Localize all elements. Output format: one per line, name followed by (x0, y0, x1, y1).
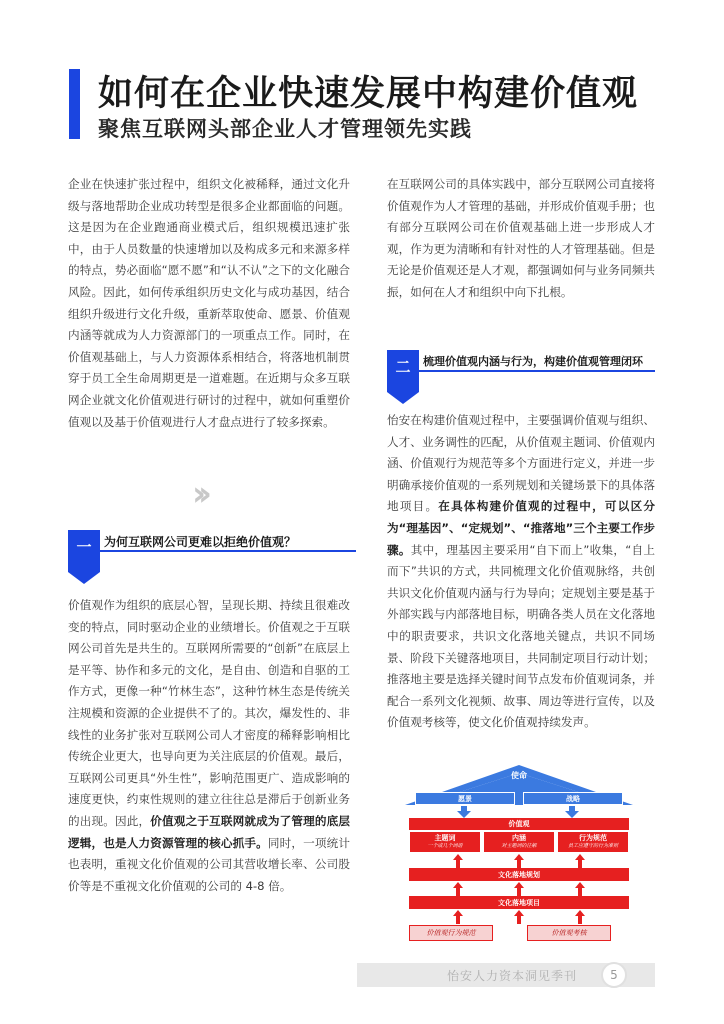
values-box: 价值观 (409, 818, 629, 830)
culture-plan-box: 文化落地规划 (409, 868, 629, 881)
down-arrow-icon (457, 806, 471, 818)
sub-meaning-note: 对主题词的注解 (501, 843, 537, 849)
up-arrow-icon (514, 882, 524, 896)
right-body-part-b: 其中，理基因主要采用“自下而上”收集，“自上而下”共识的方式，共同梳理文化价值观脉络，共创共识文化价值观内涵与行为导向；定规划主要是基于外部实践与内部落地目标，明确各类人员在文化落地中的职责要求，共识文化落地关键点，共识不同场景、阶段下关键落地项目，共同制定项目行动计划；推落地主要是选择关键时间节点发布价值观词条，并配合一系列文化视频、故事、周边等进行宣传，以及价值观考核等，使文化价值观持续发声。 (387, 542, 655, 730)
section-1-title: 为何互联网公司更难以拒绝价值观？ (104, 535, 297, 549)
left-intro (68, 174, 350, 433)
base-behavior-box: 价值观行为规范 (409, 925, 493, 941)
left-body-bold: 价值观之于互联网就成为了管理的底层逻辑，也是人力资源管理的核心抓手。 (68, 813, 350, 850)
culture-project-box: 文化落地项目 (409, 896, 629, 909)
right-body (387, 410, 655, 734)
values-sub-meaning (483, 831, 555, 853)
section-2-title: 梳理价值观内涵与行为，构建价值观管理闭环 (423, 355, 643, 368)
left-intro-text: 企业在快速扩张过程中，组织文化被稀释，通过文化升级与落地帮助企业成功转型是很多企业都面临的问题。这是因为在企业跑通商业模式后，组织规模迅速扩张中，由于人员数量的快速增加以及构成多元和来源多样的特点，势必面临“愿不愿”和“认不认”之下的文化融合风险。因此，如何传承组织历史文化与成功基因，结合组织升级进行文化升级，重新萃取使命、愿景、价值观内涵等就成为人力资源部门的一项重点工作。同时，在价值观基础上，与人力资源体系相结合，将落地机制贯穿于员工全生命周期更是一道难题。在近期与众多互联网企业就文化价值观进行研讨的过程中，就如何重塑价值观以及基于价值观进行人才盘点进行了较多探索。 (68, 177, 350, 429)
values-sub-behavior (557, 831, 629, 853)
up-arrow-icon (514, 910, 524, 924)
section-2-badge: 二 (387, 350, 419, 392)
section-2-rule (419, 370, 655, 372)
right-intro-text: 在互联网公司的具体实践中，部分互联网公司直接将价值观作为人才管理的基础，并形成价值观手册；也有部分互联网公司在价值观基础上进一步形成人才观，作为更为清晰和有针对性的人才管理基础。但是无论是价值观还是人才观，都强调如何与业务同频共振，如何在人才和组织中向下扎根。 (387, 177, 655, 299)
down-arrow-icon (565, 806, 579, 818)
sub-behavior-title: 行为规范 (579, 834, 607, 842)
base-assessment-box: 价值观考核 (527, 925, 611, 941)
up-arrow-icon (575, 882, 585, 896)
up-arrow-icon (453, 882, 463, 896)
left-body-part-b: 同时，一项统计也表明，重视文化价值观的公司其营收增长率、公司股价等是不重视文化价值观的公司的 4-8 倍。 (68, 835, 350, 893)
sub-behavior-note: 员工应遵守的行为准则 (567, 843, 618, 849)
section-1-badge: 一 (68, 530, 100, 572)
values-framework-diagram (405, 765, 633, 950)
title-accent-bar (69, 69, 80, 139)
page-subtitle: 聚焦互联网头部企业人才管理领先实践 (98, 117, 472, 141)
left-body-text (68, 595, 350, 897)
vision-box: 愿景 (415, 792, 515, 805)
section-1-rule (100, 550, 356, 552)
sub-theme-title: 主题词 (434, 834, 456, 842)
sub-theme-note: 一个或几个词语 (427, 843, 463, 849)
chevron-double-right-icon: ›› (192, 474, 205, 514)
footer-publication: 怡安人力资本洞见季刊 (447, 969, 578, 983)
up-arrow-icon (453, 854, 463, 868)
mission-label: 使命 (511, 770, 527, 780)
left-body-part-a: 价值观作为组织的底层心智，呈现长期、持续且很难改变的特点，同时驱动企业的业绩增长。价值观之于互联网公司首先是共生的。互联网所需要的“创新”在底层上是平等、协作和多元的文化，是自由、创造和自驱的工作方式，更像一种“竹林生态”，这种竹林生态是传统关注规模和资源的企业提供不了的。其次，爆发性的、非线性的业务扩张对互联网公司人才密度的稀释影响相比传统企业更大，也导向更为关注底层的价值观。最后，互联网公司更具“外生性”，影响范围更广、造成影响的速度更快，约束性规则的建立往往总是滞后于创新业务的出现。因此， (68, 598, 350, 828)
up-arrow-icon (453, 910, 463, 924)
right-body-bold: 在具体构建价值观的过程中，可以区分为“理基因”、“定规划”、“推落地”三个主要工作步骤。 (387, 499, 655, 557)
section-2-heading (387, 350, 657, 410)
page-number: 5 (601, 962, 627, 988)
page-title: 如何在企业快速发展中构建价值观 (98, 74, 639, 114)
section-1-heading (68, 530, 358, 590)
up-arrow-icon (514, 854, 524, 868)
up-arrow-icon (575, 854, 585, 868)
left-body (68, 595, 350, 897)
right-intro (387, 174, 655, 304)
right-body-text (387, 410, 655, 734)
sub-meaning-title: 内涵 (512, 834, 526, 842)
up-arrow-icon (575, 910, 585, 924)
strategy-box: 战略 (523, 792, 623, 805)
values-sub-theme (409, 831, 481, 853)
right-body-part-a: 怡安在构建价值观过程中，主要强调价值观与组织、人才、业务调性的匹配，从价值观主题词、价值观内涵、价值观行为规范等多个方面进行定义，并进一步明确承接价值观的一系列规划和关键场景下的具体落地项目。 (387, 413, 655, 514)
